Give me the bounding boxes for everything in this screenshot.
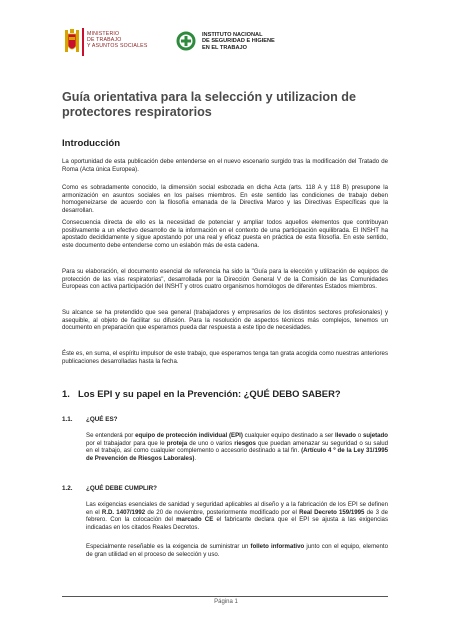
insht-name: INSTITUTO NACIONAL DE SEGURIDAD E HIGIENE EN EL TRABAJO <box>202 32 275 51</box>
bold-term: proteja <box>166 439 188 447</box>
intro-paragraph-3: Consecuencia directa de ello es la necesidad de potenciar y ampliar todos aquellos elementos que contribuyan positivamente a un efectivo desarrollo de la información en el contexto de una participación equilibrada. El INSHT ha apostado decididamente y sigue apostando por una real y eficaz puesta en práctica de esta filosofía. En este sentido, este documento debe entenderse como un eslabón más de esta cadena. <box>62 219 388 249</box>
subsection-1-2-paragraph-1 <box>86 501 388 531</box>
text-run: el fabricante declara que el EPI se ajusta a las exigencias indicadas en los citados Reales Decretos. <box>86 516 388 531</box>
text-run: o <box>355 432 363 439</box>
ministerio-logo <box>64 28 174 58</box>
section-1-heading <box>62 388 341 399</box>
coat-of-arms-icon <box>64 28 80 56</box>
bold-term: sujetado <box>362 432 388 439</box>
subsection-1-2-number: 1.2. <box>62 485 73 492</box>
intro-heading: Introducción <box>62 138 121 149</box>
subsection-1-2-paragraph-2 <box>86 543 388 558</box>
ministerio-name: MINISTERIO DE TRABAJO Y ASUNTOS SOCIALES <box>87 31 148 49</box>
text-run: por el trabajador para que le <box>86 439 167 447</box>
intro-paragraph-5: Su alcance se ha pretendido que sea general (trabajadores y empresarios de los distintos sectores profesionales) y asequible, al objeto de facilitar su difusión. Para la resolución de aspectos técnicos más complejos, tenemos un documento en preparación que esperamos pueda dar respuesta a este tipo de necesidades. <box>62 309 388 332</box>
document-title: Guía orientativa para la selección y utilizacion de protectores respiratorios <box>62 90 356 119</box>
bold-term: folleto informativo <box>250 543 305 550</box>
intro-paragraph-1: La oportunidad de esta publicación debe entenderse en el nuevo escenario surgido tras la modificación del Tratado de Roma (Acta única Europea). <box>62 158 388 173</box>
intro-paragraph-4: Para su elaboración, el documento esencial de referencia ha sido la "Guía para la elección y utilización de equipos de protección de las vías respiratorias", desarrollada por la Dirección General V de la Comisión de las Comunidades Europeas con activa participación del INSHT y otros cuatro organismos homólogos de diferentes Estados miembros. <box>62 268 388 291</box>
footer-divider <box>62 596 388 597</box>
ministerio-divider <box>82 28 84 56</box>
page-number: Página 1 <box>214 599 238 605</box>
bold-term: (Artículo 4 º de la Ley 31/1995 de Prevención de Riesgos Laborales) <box>86 447 388 462</box>
bold-term: equipo de protección individual (EPI) <box>135 432 243 439</box>
text-run: cualquier equipo destinado a ser <box>242 432 335 439</box>
text-run: Las exigencias esenciales de sanidad y seguridad aplicables al diseño y a la fabricación de los EPI se definen en el <box>86 501 388 516</box>
subsection-1-1-title: ¿QUÉ ES? <box>86 416 118 423</box>
section-1-title: Los EPI y su papel en la Prevención: ¿QUÉ DEBO SABER? <box>78 388 341 399</box>
bold-term: R.D. 1407/1992 <box>101 508 146 516</box>
bold-term: marcado CE <box>176 516 214 524</box>
section-1-number: 1. <box>62 388 70 399</box>
text-run: de 20 de noviembre, posteriormente modificado por el <box>145 508 300 516</box>
text-run: que puedan amenazar su seguridad o su salud en el trabajo, así como cualquier complemento o accesorio destinado a tal fin. <box>86 439 388 455</box>
text-run: . <box>194 454 197 462</box>
bold-term: Real Decreto 159/1995 <box>299 508 365 516</box>
text-run: Se entenderá por <box>86 432 136 439</box>
text-run: de 3 de febrero. Con la colocación del <box>86 508 388 524</box>
bold-term: riesgos <box>234 439 256 447</box>
text-run: de uno o varios <box>187 439 235 447</box>
subsection-1-2-title: ¿QUÉ DEBE CUMPLIR? <box>86 485 158 492</box>
subsection-1-1-number: 1.1. <box>62 416 73 423</box>
subsection-1-1-heading <box>62 416 118 423</box>
text-run: junto con el equipo, elemento de gran utilidad en el proceso de selección y uso. <box>86 543 388 558</box>
bold-term: llevado <box>334 432 356 439</box>
subsection-1-1-text <box>86 432 388 462</box>
insht-logo <box>176 29 286 59</box>
intro-paragraph-2: Como es sobradamente conocido, la dimensión social esbozada en dicha Acta (arts. 118 A y 118 B) presupone la armonización en asuntos sociales en los países miembros. En este sentido las condiciones de trabajo deben homogeneizarse de acuerdo con la filosofía emanada de la Directiva Marco y las Directivas Específicas que la desarrollan. <box>62 184 388 214</box>
intro-paragraph-6: Éste es, en suma, el espíritu impulsor de este trabajo, que esperamos tenga tan grata acogida como nuestras anteriores publicaciones desarrolladas hasta la fecha. <box>62 350 388 365</box>
text-run: Especialmente reseñable es la exigencia de suministrar un <box>86 543 251 550</box>
subsection-1-2-heading <box>62 485 157 492</box>
insht-emblem-icon <box>176 31 196 51</box>
